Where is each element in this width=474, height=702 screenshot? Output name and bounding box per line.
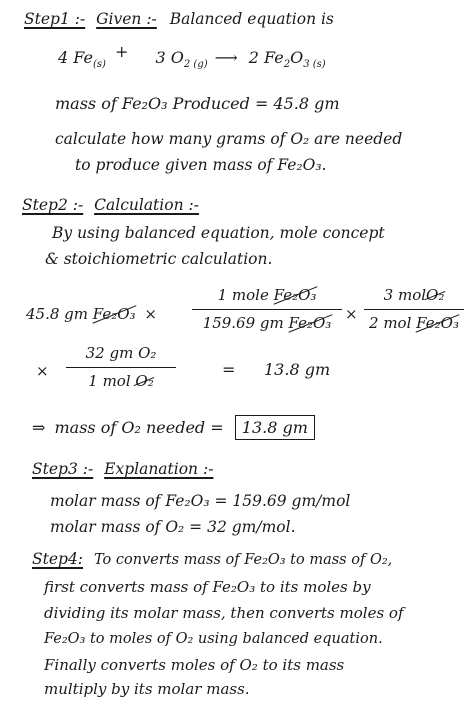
step4-line-5: Finally converts moles of O₂ to its mass [44,656,345,674]
balanced-equation-intro: Balanced equation is [169,10,334,28]
step3-heading: Step3 :- [32,460,94,478]
molar-mass-fe2o3: molar mass of Fe₂O₃ = 159.69 gm/mol [50,492,351,510]
f2-den-a: 2 mol [369,314,412,332]
boxed-answer: 13.8 gm [235,415,315,440]
fraction-1-numerator [192,288,342,303]
step4-line [32,552,392,568]
f1-den-b: Fe₂O₃ [288,314,332,332]
step4-line-1: To converts mass of Fe₂O₃ to mass of O₂, [93,552,393,568]
step4-heading: Step4: [32,550,84,568]
fraction-3-denominator [66,374,176,389]
calculation-title: Calculation :- [94,196,199,214]
calculate-line-1: calculate how many grams of O₂ are needed [55,130,403,148]
times-sign-3: × [36,362,49,380]
step2-line [22,198,199,214]
fraction-mole-ratio [364,288,464,331]
fraction-1-denominator [192,316,342,331]
molar-mass-o2: molar mass of O₂ = 32 gm/mol. [50,518,296,536]
fraction-3-bar [66,367,176,368]
fraction-1-bar [192,309,342,310]
step3-line [32,462,213,478]
calculate-line-2: to produce given mass of Fe₂O₃. [75,156,327,174]
step4-line-4: Fe₂O₃ to moles of O₂ using balanced equation. [44,631,383,647]
conclusion-text: mass of O₂ needed = [54,418,224,437]
step4-line-3: dividing its molar mass, then converts moles of [44,604,404,622]
step1-heading: Step1 :- [24,10,86,28]
f2-num-b: O₂ [426,286,445,304]
calculated-result: 13.8 gm [264,360,331,379]
f3-den-b: O₂ [135,372,154,390]
calculation-line-1: By using balanced equation, mole concept [52,224,385,242]
f3-num-b: O₂ [138,344,157,362]
fraction-2-bar [364,309,464,310]
fraction-molar-mass [192,288,342,331]
times-sign-1: × [144,305,157,323]
times-sign-2: × [345,305,358,323]
equation-arrow: ⟶ [214,48,238,67]
step1-line [24,12,334,28]
equation-product-o: O [290,48,304,67]
f2-den-b: Fe₂O₃ [416,314,459,332]
f2-num-a: 3 mol [383,286,427,304]
equation-product-state: 3 (s) [303,59,326,71]
term-given-mass [26,307,157,322]
conclusion-arrow: ⇒ [32,418,46,437]
equation-reactant-o2: 3 O [155,48,184,67]
fraction-o2-molar-mass [66,346,176,389]
equation-o2-state: 2 (g) [183,59,208,71]
mass-produced-line: mass of Fe₂O₃ Produced = 45.8 gm [55,94,340,113]
equation-plus: + [115,42,129,61]
balanced-equation [58,42,326,71]
f3-num-a: 32 gm [85,344,134,362]
f3-den-a: 1 mol [88,372,131,390]
equation-product-sub: 2 [283,59,291,71]
equation-fe-state: (s) [92,59,106,71]
step4-line-2: first converts mass of Fe₂O₃ to its moles by [44,578,371,596]
step2-heading: Step2 :- [22,196,84,214]
equation-reactant-fe: 4 Fe [58,48,93,67]
given-label: Given :- [96,10,157,28]
given-mass-value: 45.8 gm [26,305,88,323]
fraction-3-numerator [66,346,176,361]
fraction-2-numerator [364,288,464,303]
step4-line-6: multiply by its molar mass. [44,680,250,698]
f1-num-a: 1 mole [217,286,269,304]
given-mass-unit: Fe₂O₃ [92,305,136,323]
calculation-line-2: & stoichiometric calculation. [45,250,273,268]
fraction-2-denominator [364,316,464,331]
equation-product-fe: 2 Fe [248,48,284,67]
f1-den-a: 159.69 gm [202,314,284,332]
f1-num-b: Fe₂O₃ [273,286,317,304]
conclusion-line [32,420,315,436]
equals-sign: = [222,360,236,379]
explanation-title: Explanation :- [104,460,214,478]
